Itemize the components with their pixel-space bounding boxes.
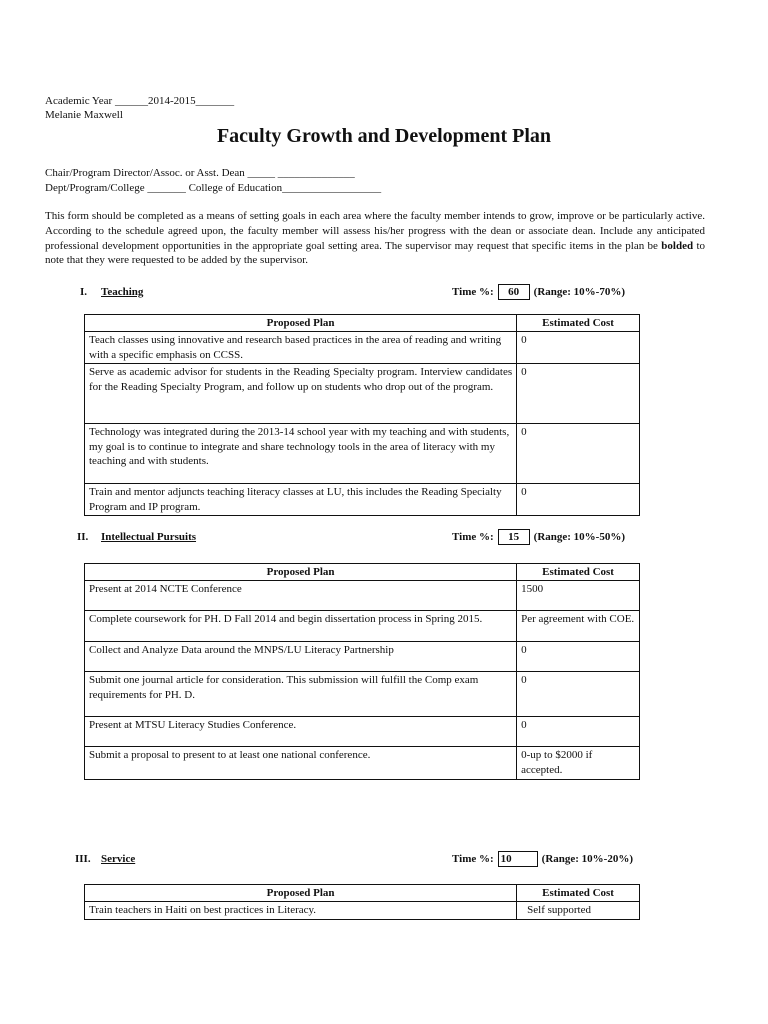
academic-year-line: Academic Year ______2014-2015_______ (45, 95, 235, 107)
plan-cell: Complete coursework for PH. D Fall 2014 and begin dissertation process in Spring 2015. (85, 611, 517, 642)
time-range: (Range: 10%-50%) (533, 531, 626, 543)
column-header-estimated-cost: Estimated Cost (517, 315, 640, 332)
column-header-proposed-plan: Proposed Plan (85, 564, 517, 581)
section-numeral: III. (75, 853, 91, 865)
time-percent-field: 60 (498, 284, 530, 300)
table-header-row (85, 564, 640, 581)
intro-bold-word: bolded (661, 239, 694, 252)
table-row (85, 424, 640, 484)
intro-text-end: to note that they were requested to be added by the supervisor. (45, 239, 705, 267)
section-name: Teaching (101, 286, 144, 298)
section-teaching-heading (80, 284, 143, 300)
intro-paragraph (45, 209, 705, 268)
section-name: Service (101, 853, 136, 865)
intellectual-plan-table (84, 563, 640, 780)
plan-cell: Serve as academic advisor for students in the Reading Specialty program. Interview candidates for the Reading Specialty Program, and follow up on students who drop out of the program. (85, 364, 517, 424)
cost-cell: 0 (517, 332, 640, 364)
table-row (85, 672, 640, 717)
column-header-proposed-plan: Proposed Plan (85, 885, 517, 902)
section-intellectual-time (452, 529, 625, 545)
plan-cell: Submit a proposal to present to at least one national conference. (85, 747, 517, 780)
time-range: (Range: 10%-70%) (533, 286, 626, 298)
cost-cell: 0 (517, 717, 640, 747)
plan-cell: Teach classes using innovative and research based practices in the area of reading and writing with a specific emphasis on CCSS. (85, 332, 517, 364)
plan-cell: Technology was integrated during the 2013-14 school year with my teaching and with students, my goal is to continue to integrate and share technology tools in the area of literacy with my teaching and with students. (85, 424, 517, 484)
teaching-plan-table (84, 314, 640, 516)
cost-cell: Per agreement with COE. (517, 611, 640, 642)
time-range: (Range: 10%-20%) (541, 853, 634, 865)
cost-cell: 0 (517, 642, 640, 672)
intro-text-start: This form should be completed as a means of setting goals in each area where the faculty member intends to grow, improve or be particularly active. According to the schedule agreed upon, the faculty member will assess his/her progress with the dean or associate dean. Include any anticipated professional development opportunities in the appropriate goal setting area. The supervisor may request that specific items in the plan be (45, 210, 705, 252)
column-header-estimated-cost: Estimated Cost (517, 564, 640, 581)
table-row (85, 717, 640, 747)
plan-cell: Present at MTSU Literacy Studies Conference. (85, 717, 517, 747)
section-intellectual-heading (77, 529, 196, 545)
table-row (85, 332, 640, 364)
plan-cell: Present at 2014 NCTE Conference (85, 581, 517, 611)
cost-cell: 0 (517, 672, 640, 717)
time-percent-field: 10 (498, 851, 538, 867)
table-row (85, 611, 640, 642)
table-row (85, 364, 640, 424)
chair-line: Chair/Program Director/Assoc. or Asst. Dean _____ ______________ (45, 167, 355, 179)
table-row (85, 484, 640, 516)
cost-cell: 0-up to $2000 if accepted. (517, 747, 640, 780)
dept-line: Dept/Program/College _______ College of Education__________________ (45, 182, 382, 194)
time-label: Time %: (452, 853, 494, 865)
plan-cell: Train teachers in Haiti on best practices in Literacy. (85, 902, 517, 920)
table-row (85, 747, 640, 780)
section-teaching-time (452, 284, 625, 300)
time-label: Time %: (452, 286, 494, 298)
section-service-time (452, 851, 633, 867)
section-service-heading (75, 851, 135, 867)
service-plan-table (84, 884, 640, 920)
table-header-row (85, 315, 640, 332)
faculty-name: Melanie Maxwell (45, 109, 123, 121)
cost-cell: 0 (517, 484, 640, 516)
table-row (85, 581, 640, 611)
cost-cell: 1500 (517, 581, 640, 611)
plan-cell: Collect and Analyze Data around the MNPS/LU Literacy Partnership (85, 642, 517, 672)
document-title: Faculty Growth and Development Plan (216, 125, 552, 147)
cost-cell: 0 (517, 424, 640, 484)
table-row (85, 642, 640, 672)
cost-cell: 0 (517, 364, 640, 424)
plan-cell: Train and mentor adjuncts teaching literacy classes at LU, this includes the Reading Specialty Program and IP program. (85, 484, 517, 516)
column-header-proposed-plan: Proposed Plan (85, 315, 517, 332)
plan-cell: Submit one journal article for consideration. This submission will fulfill the Comp exam requirements for PH. D. (85, 672, 517, 717)
section-name: Intellectual Pursuits (101, 531, 197, 543)
time-label: Time %: (452, 531, 494, 543)
section-numeral: I. (80, 286, 88, 298)
cost-cell: Self supported (517, 902, 640, 920)
section-numeral: II. (77, 531, 89, 543)
column-header-estimated-cost: Estimated Cost (517, 885, 640, 902)
time-percent-field: 15 (498, 529, 530, 545)
table-header-row (85, 885, 640, 902)
table-row (85, 902, 640, 920)
